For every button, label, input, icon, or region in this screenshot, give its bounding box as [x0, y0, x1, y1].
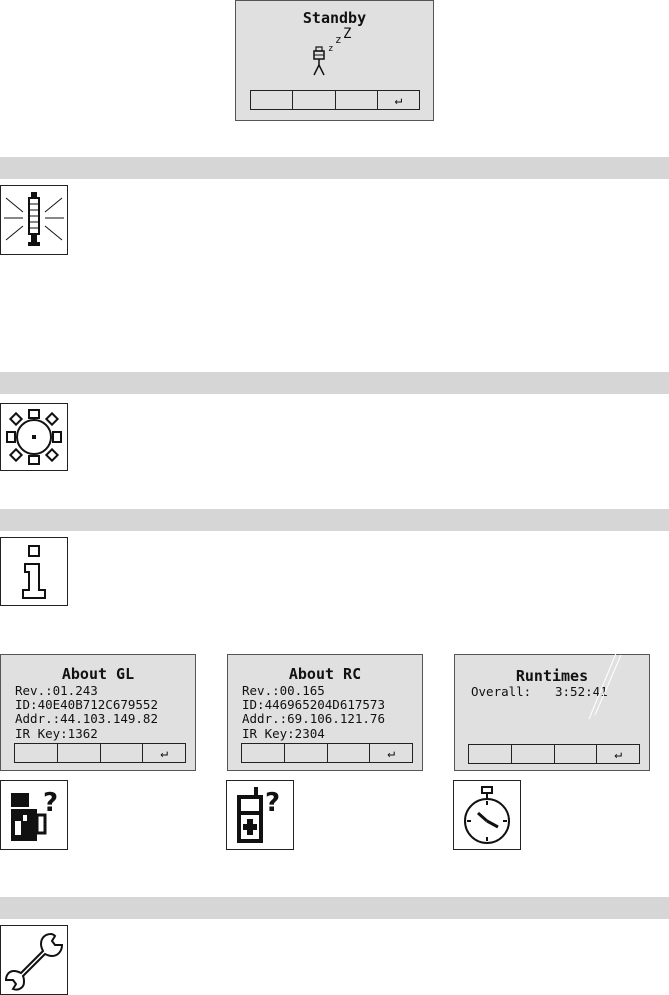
- svg-text:?: ?: [43, 788, 59, 818]
- about-rc-title: About RC: [288, 665, 362, 683]
- about-rc-softkeys: [241, 743, 413, 763]
- svg-text:z: z: [335, 33, 342, 46]
- laser-unit-question-icon-box: [0, 780, 68, 850]
- runtimes-title: Runtimes: [515, 667, 589, 685]
- about-rc-ir-key: IR Key:2304: [242, 726, 325, 741]
- standby-title: Standby: [302, 9, 367, 27]
- softkey-1[interactable]: [15, 744, 58, 762]
- about-gl-screen: [0, 654, 196, 771]
- about-gl-rev: Rev.:01.243: [15, 683, 98, 698]
- runtimes-screen: [454, 654, 650, 771]
- stopwatch-icon-box: [453, 780, 521, 850]
- laser-unit-question-icon: [1, 781, 67, 849]
- softkey-2[interactable]: [285, 744, 328, 762]
- runtimes-softkeys: [468, 744, 640, 764]
- softkey-1[interactable]: [242, 744, 285, 762]
- softkey-3[interactable]: [328, 744, 371, 762]
- receiver-flash-icon: [1, 186, 67, 254]
- wrench-icon: [1, 926, 67, 994]
- settings-gear-icon: [1, 404, 67, 470]
- about-gl-softkeys: [14, 743, 186, 763]
- info-icon: [1, 538, 67, 605]
- about-gl-ir-key: IR Key:1362: [15, 726, 98, 741]
- enter-icon: ↵: [387, 745, 396, 761]
- section-bar-4: [0, 897, 669, 919]
- remote-control-question-icon-box: [226, 780, 294, 850]
- settings-gear-icon-box: [0, 403, 68, 471]
- runtimes-overall-value: 3:52:41: [555, 684, 608, 699]
- softkey-1[interactable]: [469, 745, 512, 763]
- stopwatch-icon: [454, 781, 520, 849]
- about-rc-addr: Addr.:69.106.121.76: [242, 711, 385, 726]
- tripod-sleeping-icon: [306, 27, 366, 77]
- softkey-2[interactable]: [293, 91, 335, 109]
- section-bar-2: [0, 372, 669, 394]
- softkey-1[interactable]: [251, 91, 293, 109]
- runtimes-overall-label: Overall:: [471, 684, 532, 699]
- enter-softkey[interactable]: [378, 91, 419, 109]
- wrench-icon-box: [0, 925, 68, 995]
- svg-text:Z: Z: [343, 27, 352, 42]
- enter-icon: ↵: [394, 92, 403, 108]
- remote-control-question-icon: [227, 781, 293, 849]
- enter-softkey[interactable]: [143, 744, 185, 762]
- about-gl-id: ID:40E40B712C679552: [15, 697, 158, 712]
- about-gl-addr: Addr.:44.103.149.82: [15, 711, 158, 726]
- standby-screen: [235, 0, 434, 121]
- softkey-3[interactable]: [555, 745, 598, 763]
- softkey-2[interactable]: [58, 744, 101, 762]
- screen-glare-lines: [583, 649, 623, 729]
- softkey-3[interactable]: [336, 91, 378, 109]
- enter-softkey[interactable]: [370, 744, 412, 762]
- standby-softkeys: [250, 90, 420, 110]
- softkey-3[interactable]: [101, 744, 144, 762]
- enter-softkey[interactable]: [597, 745, 639, 763]
- enter-icon: ↵: [614, 746, 623, 762]
- info-icon-box: [0, 537, 68, 606]
- about-gl-title: About GL: [61, 665, 135, 683]
- about-rc-screen: [227, 654, 423, 771]
- svg-text:z: z: [328, 44, 334, 54]
- svg-text:?: ?: [265, 788, 281, 818]
- section-bar-1: [0, 157, 669, 179]
- section-bar-3: [0, 509, 669, 531]
- receiver-flash-icon-box: [0, 185, 68, 255]
- about-rc-id: ID:446965204D617573: [242, 697, 385, 712]
- enter-icon: ↵: [160, 745, 169, 761]
- softkey-2[interactable]: [512, 745, 555, 763]
- about-rc-rev: Rev.:00.165: [242, 683, 325, 698]
